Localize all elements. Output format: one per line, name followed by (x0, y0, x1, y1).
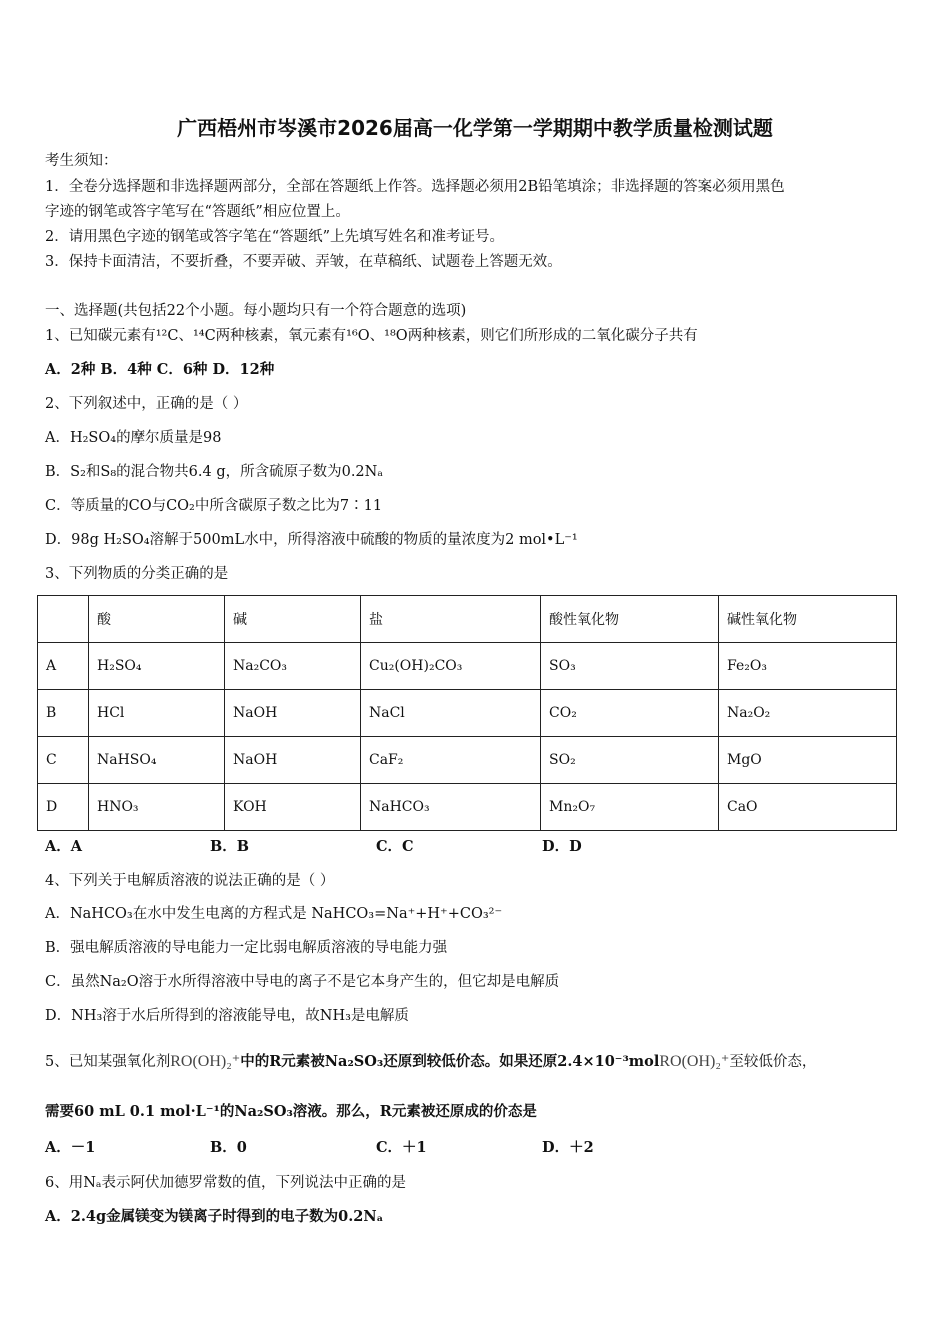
question-3-option: C．C (376, 838, 414, 855)
page-title: 广西梧州市岑溪市2026届高一化学第一学期期中教学质量检测试题 (177, 116, 773, 140)
table-header: 盐 (361, 596, 541, 643)
question-3-stem: 3、下列物质的分类正确的是 (45, 566, 229, 582)
question-2-option: C．等质量的CO与CO₂中所含碳原子数之比为7∶11 (45, 498, 383, 514)
table-cell: CO₂ (541, 690, 719, 737)
question-5-stem-a: 5、已知某强氧化剂 (45, 1054, 171, 1070)
table-cell: NaOH (225, 737, 361, 784)
question-6-option: A．2.4g金属镁变为镁离子时得到的电子数为0.2Nₐ (45, 1208, 384, 1225)
table-row (38, 643, 897, 690)
table-header: 酸性氧化物 (541, 596, 719, 643)
formula-image: RO(OH)₂⁺ (170, 1053, 241, 1070)
table-cell: SO₃ (541, 643, 719, 690)
table-cell: A (38, 643, 89, 690)
table-header (38, 596, 89, 643)
table-cell: Cu₂(OH)₂CO₃ (361, 643, 541, 690)
question-5-stem (45, 1052, 816, 1072)
question-2-option: D．98g H₂SO₄溶解于500mL水中，所得溶液中硫酸的物质的量浓度为2 mol•L⁻¹ (45, 532, 578, 548)
question-4-option: D．NH₃溶于水后所得到的溶液能导电，故NH₃是电解质 (45, 1008, 409, 1024)
question-2-stem: 2、下列叙述中，正确的是（ ） (45, 396, 248, 412)
table-cell: H₂SO₄ (89, 643, 225, 690)
notice-item: 字迹的钢笔或答字笔写在“答题纸”相应位置上。 (45, 204, 350, 220)
table-row (38, 737, 897, 784)
question-5-option: B．0 (210, 1139, 247, 1156)
question-4-option: A．NaHCO₃在水中发生电离的方程式是 NaHCO₃=Na⁺+H⁺+CO₃²⁻ (45, 906, 503, 922)
formula-image: RO(OH)₂⁺ (659, 1053, 730, 1070)
table-cell: KOH (225, 784, 361, 831)
question-5-option: C．＋1 (376, 1139, 427, 1156)
table-cell: SO₂ (541, 737, 719, 784)
notice-heading: 考生须知： (45, 153, 118, 169)
question-4-option: B．强电解质溶液的导电能力一定比弱电解质溶液的导电能力强 (45, 940, 448, 956)
table-cell: NaHCO₃ (361, 784, 541, 831)
question-3-option: B．B (210, 838, 250, 855)
question-1-stem: 1、已知碳元素有¹²C、¹⁴C两种核素，氧元素有¹⁶O、¹⁸O两种核素，则它们所形成的二氧化碳分子共有 (45, 328, 698, 344)
table-cell: HCl (89, 690, 225, 737)
question-3-option: A．A (45, 838, 83, 855)
table-row (38, 784, 897, 831)
table-cell: Mn₂O₇ (541, 784, 719, 831)
question-4-option: C．虽然Na₂O溶于水所得溶液中导电的离子不是它本身产生的，但它却是电解质 (45, 974, 560, 990)
question-5-stem-cont: 需要60 mL 0.1 mol·L⁻¹的Na₂SO₃溶液。那么，R元素被还原成的价态是 (45, 1103, 537, 1120)
table-cell: Na₂CO₃ (225, 643, 361, 690)
question-3-option: D．D (542, 838, 582, 855)
table-header: 酸 (89, 596, 225, 643)
notice-item: 2．请用黑色字迹的钢笔或答字笔在“答题纸”上先填写姓名和准考证号。 (45, 229, 505, 245)
question-5-option: A．－1 (45, 1139, 96, 1156)
question-5-option: D．＋2 (542, 1139, 594, 1156)
table-cell: NaCl (361, 690, 541, 737)
table-cell: NaHSO₄ (89, 737, 225, 784)
table-row (38, 690, 897, 737)
question-2-option: A．H₂SO₄的摩尔质量是98 (45, 430, 222, 446)
table-cell: NaOH (225, 690, 361, 737)
notice-item: 1．全卷分选择题和非选择题两部分，全部在答题纸上作答。选择题必须用2B铅笔填涂；非选择题的答案必须用黑色 (45, 179, 785, 195)
section-heading: 一、选择题(共包括22个小题。每小题均只有一个符合题意的选项) (45, 303, 467, 319)
table-cell: HNO₃ (89, 784, 225, 831)
question-5-stem-c: 至较低价态， (729, 1054, 817, 1070)
table-cell: Na₂O₂ (719, 690, 897, 737)
table-cell: MgO (719, 737, 897, 784)
table-header-row (38, 596, 897, 643)
question-6-stem: 6、用Nₐ表示阿伏加德罗常数的值，下列说法中正确的是 (45, 1175, 407, 1191)
table-cell: CaF₂ (361, 737, 541, 784)
classification-table (37, 595, 897, 831)
question-4-stem: 4、下列关于电解质溶液的说法正确的是（ ） (45, 873, 335, 889)
table-header: 碱 (225, 596, 361, 643)
table-cell: D (38, 784, 89, 831)
notice-item: 3．保持卡面清洁，不要折叠，不要弄破、弄皱，在草稿纸、试题卷上答题无效。 (45, 254, 562, 270)
table-cell: Fe₂O₃ (719, 643, 897, 690)
question-2-option: B．S₂和S₈的混合物共6.4 g，所含硫原子数为0.2Nₐ (45, 464, 383, 480)
table-cell: B (38, 690, 89, 737)
table-cell: C (38, 737, 89, 784)
question-5-stem-b: 中的R元素被Na₂SO₃还原到较低价态。如果还原2.4×10⁻³mol (240, 1053, 660, 1070)
table-cell: CaO (719, 784, 897, 831)
question-1-options: A．2种 B．4种 C．6种 D．12种 (45, 361, 275, 378)
table-header: 碱性氧化物 (719, 596, 897, 643)
